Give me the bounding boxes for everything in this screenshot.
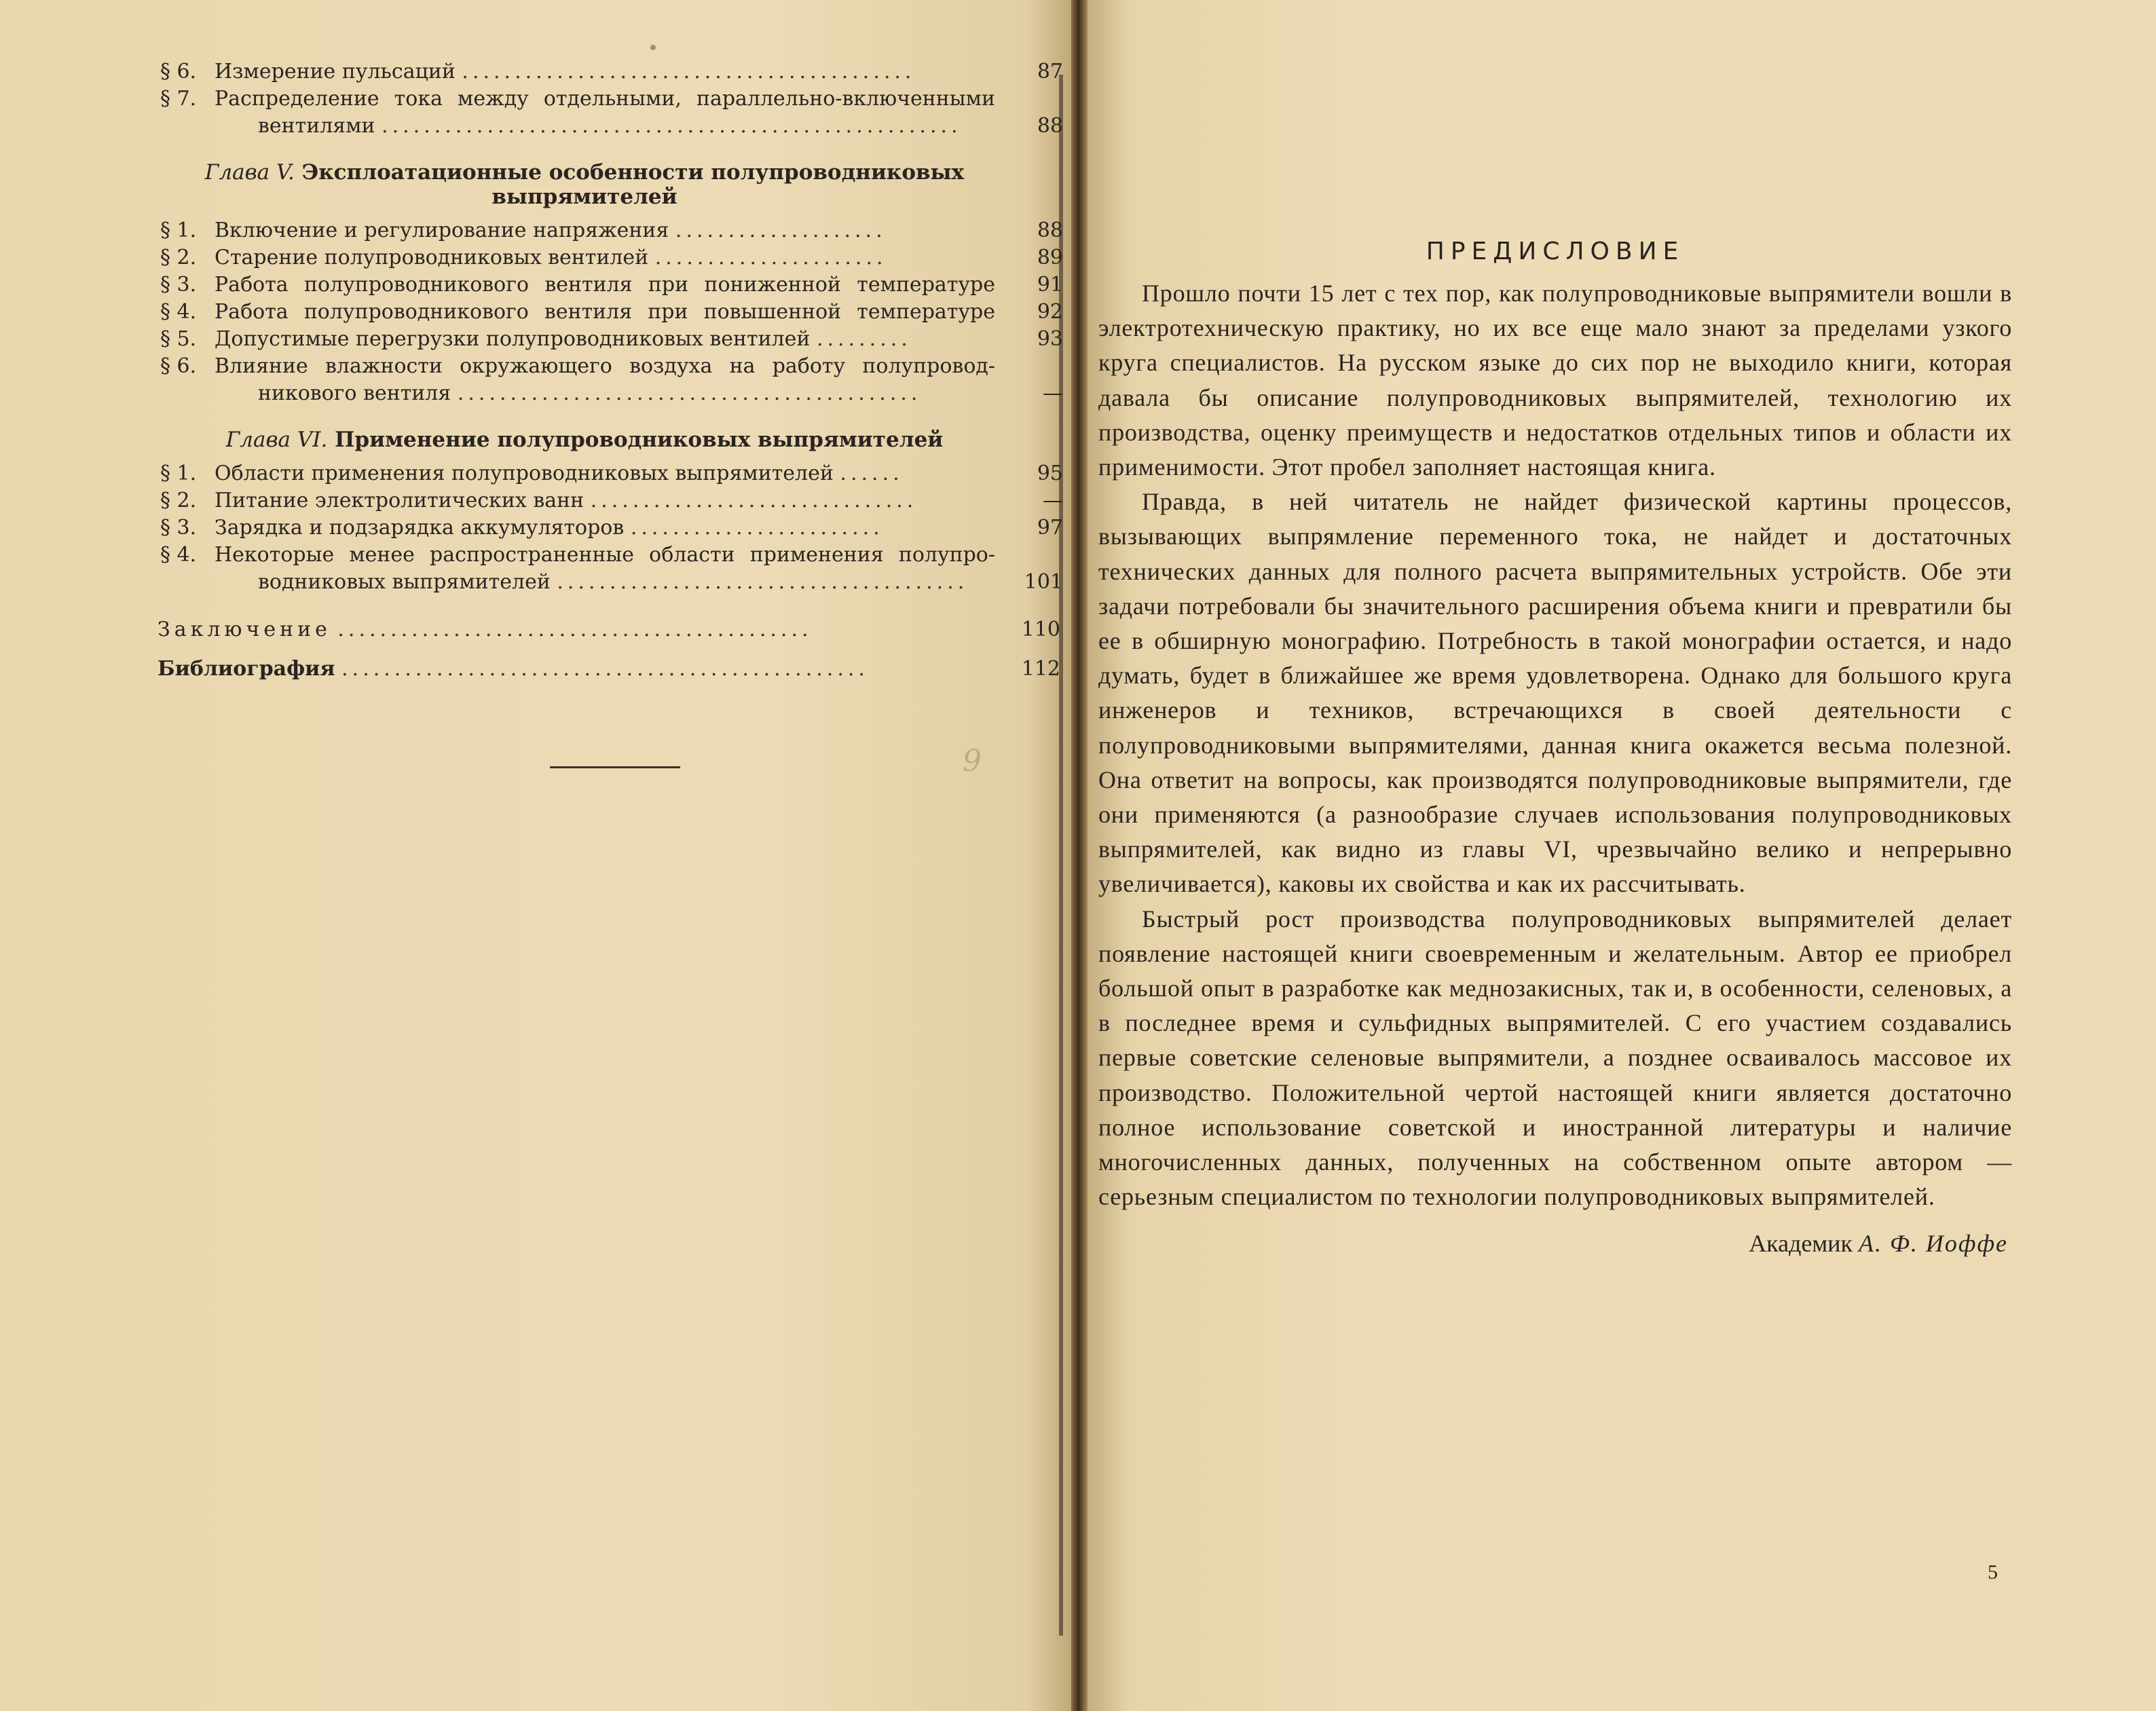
chapter-label: Глава VI. — [225, 428, 328, 452]
toc-leader-dots: ............................................. — [337, 618, 813, 641]
toc-entry — [160, 460, 1063, 487]
toc-section-number: § 5. — [160, 327, 197, 351]
toc-leader-dots: ........................ — [630, 516, 884, 540]
toc-entry-title: Измерение пульсаций — [215, 60, 456, 83]
chapter-title: Эксплоатационные особенности полупроводниковых — [301, 160, 965, 185]
toc-entry — [160, 353, 1063, 407]
preface-title: ПРЕДИСЛОВИЕ — [1426, 238, 1685, 265]
toc-entry-title: Допустимые перегрузки полупроводниковых вентилей — [215, 327, 811, 351]
toc-entry — [160, 244, 1063, 271]
toc-entry-title: Области применения полупроводниковых выпрямителей — [215, 462, 834, 485]
toc-entry — [160, 299, 1063, 326]
toc-section-number: § 1. — [160, 462, 197, 485]
toc-leader-dots: .................... — [675, 219, 887, 242]
toc-page-number: — — [1043, 489, 1063, 512]
toc-entry-title-continued: никового вентиля — [258, 381, 451, 405]
toc-entry-bibliography — [157, 643, 1060, 683]
toc-entry — [160, 271, 1063, 299]
toc-leader-dots: .................................................. — [341, 657, 869, 681]
toc-leader-dots: ...................... — [654, 246, 887, 269]
toc-entry — [160, 542, 1063, 596]
toc-page-number: 92 — [1037, 300, 1063, 324]
toc-page-number: 89 — [1037, 246, 1063, 269]
toc-entry-title-continued: водниковых выпрямителей — [258, 570, 551, 594]
toc-leader-dots: ............................... — [590, 489, 918, 512]
toc-leader-dots: ......... — [816, 327, 912, 351]
toc-entry-title: Работа полупроводникового вентиля при пониженной температуре — [215, 273, 995, 297]
chapter-title: Применение полупроводниковых выпрямителей — [335, 428, 944, 452]
toc-entry-title: Заключение — [157, 618, 331, 641]
toc-page-number: 101 — [1024, 570, 1063, 594]
toc-leader-dots: ...... — [840, 462, 904, 485]
toc-leader-dots: ....................................... — [557, 570, 969, 594]
toc-entry-title: Включение и регулирование напряжения — [215, 219, 669, 242]
toc-page-number: 88 — [1037, 219, 1063, 242]
signature-title: Академик — [1749, 1230, 1853, 1258]
toc-section-number: § 4. — [160, 543, 197, 567]
chapter-heading — [160, 428, 1009, 452]
toc-entry-title: Влияние влажности окружающего воздуха на работу полупровод- — [215, 354, 995, 378]
chapter-title-continued: выпрямителей — [491, 185, 677, 209]
toc-entry-title: Библиография — [157, 657, 335, 681]
signature-name: А. Ф. Иоффе — [1858, 1230, 2008, 1258]
chapter-label: Глава V. — [204, 160, 295, 185]
toc-page-number: 87 — [1037, 60, 1063, 83]
toc-entry — [160, 86, 1063, 140]
toc-section-number: § 3. — [160, 273, 197, 297]
toc-entry — [160, 514, 1063, 542]
toc-page-number: 88 — [1037, 114, 1063, 138]
signature — [1098, 1229, 2012, 1258]
toc-section-number: § 7. — [160, 87, 197, 111]
toc-leader-dots: ....................................................... — [382, 114, 962, 138]
toc-page-number: — — [1043, 381, 1063, 405]
toc-section-number: § 4. — [160, 300, 197, 324]
table-of-contents — [157, 58, 1063, 683]
book-gutter — [1071, 0, 1088, 1711]
toc-entry-conclusion — [157, 609, 1060, 643]
toc-leader-dots: ............................................ — [457, 381, 922, 405]
end-rule — [550, 766, 680, 768]
toc-page-number: 95 — [1037, 462, 1063, 485]
preface-paragraph: Прошло почти 15 лет с тех пор, как полупроводниковые выпрямители вошли в электротехническую практику, но их все еще мало знают за пределами узкого круга специалистов. На русском языке до сих пор не выходило книги, которая давала бы описание полупроводниковых выпрямителей, технологию их производства, оценку преимуществ и недостатков отдельных типов и области их применимости. Этот пробел заполняет настоящая книга. — [1098, 280, 2012, 481]
toc-entry-title: Старение полупроводниковых вентилей — [215, 246, 649, 269]
preface-paragraph: Быстрый рост производства полупроводниковых выпрямителей делает появление настоящей книги своевременным и желательным. Автор ее приобрел большой опыт в разработке как меднозакисных, так и, в особенности, селеновых, а в последнее время и сульфидных выпрямителей. С его участием создавались первые советские селеновые выпрямители, а позднее осваивалось массовое их производство. Положительной чертой настоящей книги является достаточно полное использование советской и иностранной литературы и наличие многочисленных данных, полученных на собственном опыте автором — серьезным специалистом по технологии полупроводниковых выпрямителей. — [1098, 905, 2012, 1211]
toc-entry-title: Распределение тока между отдельными, параллельно-включенными — [215, 87, 995, 111]
toc-leader-dots: ........................................... — [462, 60, 916, 83]
toc-entry-title: Некоторые менее распространенные области применения полупро- — [215, 543, 995, 567]
toc-page-number: 91 — [1037, 273, 1063, 297]
toc-entry — [160, 326, 1063, 353]
left-page — [0, 0, 1071, 1711]
toc-entry-title: Работа полупроводникового вентиля при повышенной температуре — [215, 300, 995, 324]
toc-section-number: § 3. — [160, 516, 197, 540]
toc-entry-title: Зарядка и подзарядка аккумуляторов — [215, 516, 625, 540]
toc-section-number: § 6. — [160, 60, 197, 83]
preface-paragraph: Правда, в ней читатель не найдет физической картины процессов, вызывающих выпрямление переменного тока, не найдет и достаточных технических данных для полного расчета выпрямительных устройств. Обе эти задачи потребовали бы значительного расширения объема книги и превратили бы ее в обширную монографию. Потребность в такой монографии остается, и надо думать, будет в ближайшее же время удовлетворена. Однако для большого круга инженеров и техников, встречающихся в своей деятельности с полупроводниковыми выпрямителями, данная книга окажется весьма полезной. Она ответит на вопросы, как производятся полупроводниковые выпрямители, где они применяются (а разнообразие случаев использования полупроводниковых выпрямителей, как видно из главы VI, чрезвычайно велико и непрерывно увеличивается), каковы их свойства и как их рассчитывать. — [1098, 488, 2012, 898]
toc-section-number: § 6. — [160, 354, 197, 378]
toc-entry — [160, 487, 1063, 514]
toc-page-number: 112 — [1021, 657, 1060, 681]
pencil-mark: 9 — [963, 744, 982, 778]
toc-section-number: § 2. — [160, 246, 197, 269]
toc-section-number: § 2. — [160, 489, 197, 512]
toc-entry-title: Питание электролитических ванн — [215, 489, 584, 512]
toc-entry — [160, 58, 1063, 86]
toc-page-number: 93 — [1037, 327, 1063, 351]
toc-section-number: § 1. — [160, 219, 197, 242]
chapter-heading — [160, 160, 1009, 209]
preface — [1098, 238, 2012, 1258]
page-number: 5 — [1988, 1561, 1998, 1583]
toc-entry — [160, 217, 1063, 244]
paper-speck — [650, 45, 656, 50]
toc-page-number: 97 — [1037, 516, 1063, 540]
toc-page-number: 110 — [1021, 618, 1060, 641]
toc-entry-title-continued: вентилями — [258, 114, 375, 138]
